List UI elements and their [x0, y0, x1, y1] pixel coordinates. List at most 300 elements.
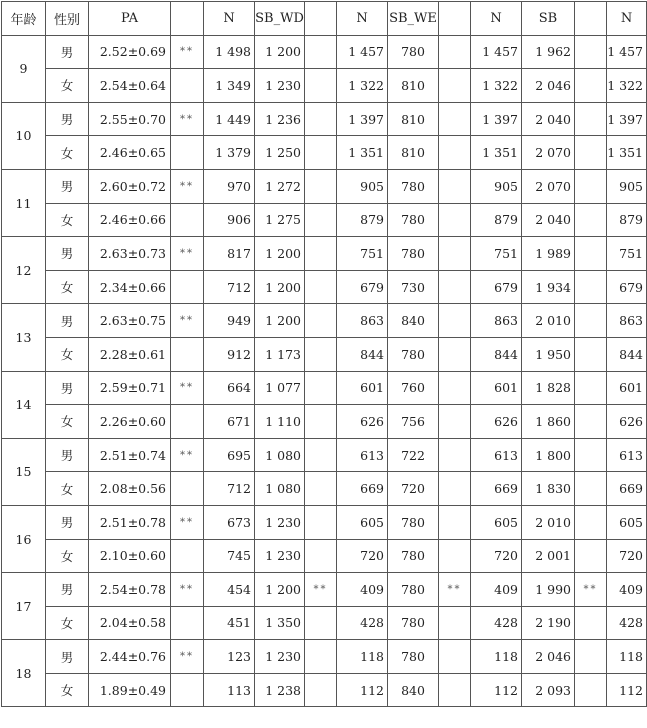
age-cell: 12 [2, 237, 46, 304]
n-2-cell: 679 [337, 270, 388, 304]
pa-cell: 2.59±0.71 [89, 371, 171, 405]
n-2-cell: 428 [337, 606, 388, 640]
n-1-cell: 949 [204, 304, 255, 338]
sig-pa-cell [171, 472, 204, 506]
n-3-cell: 112 [471, 673, 522, 707]
pa-cell: 2.51±0.78 [89, 505, 171, 539]
sex-cell: 女 [46, 337, 89, 371]
sig-wd-cell [305, 606, 337, 640]
n-1-cell: 970 [204, 169, 255, 203]
sb-we-cell: 780 [388, 539, 439, 573]
pa-cell: 2.54±0.64 [89, 69, 171, 103]
sb-we-cell: 780 [388, 237, 439, 271]
n-2-cell: 409 [337, 573, 388, 607]
sig-wd-cell [305, 169, 337, 203]
sig-wd-cell [305, 640, 337, 674]
sig-sb-cell [575, 505, 607, 539]
sb-we-cell: 730 [388, 270, 439, 304]
sb-cell: 1 828 [522, 371, 575, 405]
sig-pa-cell: ** [171, 505, 204, 539]
sb-we-cell: 780 [388, 505, 439, 539]
pa-cell: 2.60±0.72 [89, 169, 171, 203]
sig-wd-cell [305, 69, 337, 103]
sig-sb-cell [575, 304, 607, 338]
sig-we-cell [439, 102, 471, 136]
header-sb-wd: SB_WD [255, 2, 305, 36]
n-1-cell: 664 [204, 371, 255, 405]
sb-wd-cell: 1 230 [255, 505, 305, 539]
sb-we-cell: 780 [388, 573, 439, 607]
sig-sb-cell [575, 203, 607, 237]
sig-wd-cell [305, 438, 337, 472]
sig-wd-cell [305, 270, 337, 304]
table-row [2, 472, 647, 506]
table-row [2, 203, 647, 237]
n-4-cell: 605 [607, 505, 647, 539]
n-4-cell: 720 [607, 539, 647, 573]
sb-wd-cell: 1 200 [255, 304, 305, 338]
n-1-cell: 1 449 [204, 102, 255, 136]
sig-wd-cell [305, 337, 337, 371]
sig-wd-cell [305, 505, 337, 539]
sig-we-cell: ** [439, 573, 471, 607]
table-row [2, 102, 647, 136]
sig-wd-cell [305, 203, 337, 237]
sig-we-cell [439, 270, 471, 304]
sb-we-cell: 840 [388, 304, 439, 338]
sb-cell: 1 830 [522, 472, 575, 506]
n-2-cell: 1 397 [337, 102, 388, 136]
n-1-cell: 712 [204, 472, 255, 506]
n-3-cell: 905 [471, 169, 522, 203]
sig-we-cell [439, 69, 471, 103]
sig-pa-cell: ** [171, 573, 204, 607]
n-2-cell: 1 322 [337, 69, 388, 103]
sb-cell: 1 860 [522, 405, 575, 439]
sb-cell: 2 190 [522, 606, 575, 640]
sig-wd-cell [305, 304, 337, 338]
n-1-cell: 1 498 [204, 35, 255, 69]
sig-sb-cell [575, 270, 607, 304]
n-1-cell: 712 [204, 270, 255, 304]
sig-pa-cell: ** [171, 169, 204, 203]
pa-cell: 2.34±0.66 [89, 270, 171, 304]
age-cell: 15 [2, 438, 46, 505]
sig-we-cell [439, 304, 471, 338]
table-row [2, 405, 647, 439]
header-n-1: N [204, 2, 255, 36]
n-4-cell: 428 [607, 606, 647, 640]
sex-cell: 男 [46, 505, 89, 539]
sig-wd-cell [305, 472, 337, 506]
sig-we-cell [439, 438, 471, 472]
sex-cell: 女 [46, 69, 89, 103]
n-1-cell: 673 [204, 505, 255, 539]
n-3-cell: 605 [471, 505, 522, 539]
sex-cell: 女 [46, 270, 89, 304]
sig-wd-cell: ** [305, 573, 337, 607]
n-4-cell: 118 [607, 640, 647, 674]
sb-we-cell: 810 [388, 69, 439, 103]
n-3-cell: 751 [471, 237, 522, 271]
table-row [2, 505, 647, 539]
table-row [2, 371, 647, 405]
header-age: 年龄 [2, 2, 46, 36]
n-2-cell: 905 [337, 169, 388, 203]
header-pa: PA [89, 2, 171, 36]
n-1-cell: 1 379 [204, 136, 255, 170]
n-3-cell: 720 [471, 539, 522, 573]
n-4-cell: 601 [607, 371, 647, 405]
sb-wd-cell: 1 080 [255, 472, 305, 506]
sb-cell: 2 070 [522, 136, 575, 170]
sig-pa-cell: ** [171, 102, 204, 136]
sig-we-cell [439, 169, 471, 203]
sb-we-cell: 810 [388, 136, 439, 170]
sig-we-cell [439, 673, 471, 707]
n-4-cell: 844 [607, 337, 647, 371]
table-row [2, 539, 647, 573]
sig-wd-cell [305, 136, 337, 170]
sb-wd-cell: 1 230 [255, 640, 305, 674]
sex-cell: 男 [46, 304, 89, 338]
header-sex: 性别 [46, 2, 89, 36]
sb-wd-cell: 1 275 [255, 203, 305, 237]
n-2-cell: 863 [337, 304, 388, 338]
sig-pa-cell [171, 203, 204, 237]
sig-sb-cell [575, 640, 607, 674]
pa-cell: 2.08±0.56 [89, 472, 171, 506]
n-1-cell: 817 [204, 237, 255, 271]
n-3-cell: 118 [471, 640, 522, 674]
sex-cell: 女 [46, 405, 89, 439]
n-2-cell: 605 [337, 505, 388, 539]
sb-we-cell: 720 [388, 472, 439, 506]
sig-sb-cell [575, 35, 607, 69]
header-n-2: N [337, 2, 388, 36]
table-row [2, 35, 647, 69]
n-1-cell: 1 349 [204, 69, 255, 103]
sb-wd-cell: 1 110 [255, 405, 305, 439]
sig-sb-cell: ** [575, 573, 607, 607]
age-cell: 16 [2, 505, 46, 572]
n-3-cell: 669 [471, 472, 522, 506]
header-row [2, 2, 647, 36]
sb-we-cell: 780 [388, 640, 439, 674]
pa-cell: 2.28±0.61 [89, 337, 171, 371]
n-2-cell: 720 [337, 539, 388, 573]
sig-pa-cell: ** [171, 438, 204, 472]
sig-sb-cell [575, 169, 607, 203]
n-3-cell: 1 351 [471, 136, 522, 170]
sex-cell: 男 [46, 438, 89, 472]
n-2-cell: 751 [337, 237, 388, 271]
sig-sb-cell [575, 136, 607, 170]
sig-we-cell [439, 640, 471, 674]
sb-we-cell: 780 [388, 35, 439, 69]
pa-cell: 2.46±0.65 [89, 136, 171, 170]
n-1-cell: 113 [204, 673, 255, 707]
sex-cell: 女 [46, 539, 89, 573]
sig-sb-cell [575, 606, 607, 640]
sig-pa-cell [171, 136, 204, 170]
sig-wd-cell [305, 673, 337, 707]
n-4-cell: 1 397 [607, 102, 647, 136]
sb-wd-cell: 1 200 [255, 270, 305, 304]
sig-wd-cell [305, 237, 337, 271]
sb-cell: 2 040 [522, 203, 575, 237]
sb-wd-cell: 1 230 [255, 539, 305, 573]
pa-cell: 2.46±0.66 [89, 203, 171, 237]
pa-cell: 2.55±0.70 [89, 102, 171, 136]
sb-wd-cell: 1 350 [255, 606, 305, 640]
sb-cell: 2 040 [522, 102, 575, 136]
n-2-cell: 112 [337, 673, 388, 707]
n-1-cell: 671 [204, 405, 255, 439]
n-3-cell: 1 457 [471, 35, 522, 69]
n-1-cell: 695 [204, 438, 255, 472]
sig-sb-cell [575, 69, 607, 103]
table-row [2, 640, 647, 674]
sex-cell: 男 [46, 35, 89, 69]
sb-wd-cell: 1 236 [255, 102, 305, 136]
pa-cell: 2.63±0.73 [89, 237, 171, 271]
sb-cell: 2 046 [522, 69, 575, 103]
sig-we-cell [439, 203, 471, 237]
sb-we-cell: 756 [388, 405, 439, 439]
n-2-cell: 844 [337, 337, 388, 371]
n-4-cell: 626 [607, 405, 647, 439]
age-cell: 17 [2, 573, 46, 640]
sig-we-cell [439, 472, 471, 506]
sb-wd-cell: 1 200 [255, 35, 305, 69]
sb-we-cell: 780 [388, 203, 439, 237]
sig-we-cell [439, 371, 471, 405]
sig-wd-cell [305, 35, 337, 69]
sb-wd-cell: 1 200 [255, 573, 305, 607]
age-cell: 11 [2, 169, 46, 236]
sig-pa-cell: ** [171, 237, 204, 271]
table-row [2, 337, 647, 371]
n-2-cell: 613 [337, 438, 388, 472]
sb-we-cell: 780 [388, 169, 439, 203]
sig-pa-cell [171, 405, 204, 439]
sig-pa-cell: ** [171, 304, 204, 338]
age-cell: 13 [2, 304, 46, 371]
age-cell: 18 [2, 640, 46, 707]
n-2-cell: 601 [337, 371, 388, 405]
sex-cell: 女 [46, 136, 89, 170]
pa-cell: 2.54±0.78 [89, 573, 171, 607]
n-1-cell: 123 [204, 640, 255, 674]
sex-cell: 男 [46, 640, 89, 674]
header-sig-4 [575, 2, 607, 36]
sig-wd-cell [305, 102, 337, 136]
sig-wd-cell [305, 405, 337, 439]
n-2-cell: 669 [337, 472, 388, 506]
sig-pa-cell: ** [171, 371, 204, 405]
pa-cell: 2.10±0.60 [89, 539, 171, 573]
sig-we-cell [439, 505, 471, 539]
pa-cell: 2.51±0.74 [89, 438, 171, 472]
sig-pa-cell [171, 270, 204, 304]
n-4-cell: 669 [607, 472, 647, 506]
sig-pa-cell [171, 337, 204, 371]
header-n-4: N [607, 2, 647, 36]
sb-cell: 2 001 [522, 539, 575, 573]
n-4-cell: 1 457 [607, 35, 647, 69]
n-4-cell: 409 [607, 573, 647, 607]
n-1-cell: 451 [204, 606, 255, 640]
n-1-cell: 745 [204, 539, 255, 573]
sig-sb-cell [575, 673, 607, 707]
sig-pa-cell: ** [171, 35, 204, 69]
sig-we-cell [439, 539, 471, 573]
table-row [2, 69, 647, 103]
sig-sb-cell [575, 472, 607, 506]
data-table [1, 1, 647, 707]
table-row [2, 438, 647, 472]
sig-sb-cell [575, 371, 607, 405]
sex-cell: 男 [46, 573, 89, 607]
sig-we-cell [439, 405, 471, 439]
sig-pa-cell [171, 606, 204, 640]
sb-cell: 1 990 [522, 573, 575, 607]
table-row [2, 237, 647, 271]
sb-we-cell: 722 [388, 438, 439, 472]
n-2-cell: 1 457 [337, 35, 388, 69]
sb-cell: 1 934 [522, 270, 575, 304]
pa-cell: 1.89±0.49 [89, 673, 171, 707]
table-row [2, 169, 647, 203]
sig-pa-cell [171, 673, 204, 707]
sig-pa-cell [171, 539, 204, 573]
n-2-cell: 626 [337, 405, 388, 439]
pa-cell: 2.52±0.69 [89, 35, 171, 69]
sig-sb-cell [575, 438, 607, 472]
sig-sb-cell [575, 337, 607, 371]
n-3-cell: 844 [471, 337, 522, 371]
table-body [2, 35, 647, 707]
sb-cell: 2 010 [522, 505, 575, 539]
n-3-cell: 601 [471, 371, 522, 405]
sb-we-cell: 780 [388, 337, 439, 371]
n-1-cell: 454 [204, 573, 255, 607]
sb-wd-cell: 1 200 [255, 237, 305, 271]
sb-wd-cell: 1 230 [255, 69, 305, 103]
table-row [2, 606, 647, 640]
sex-cell: 女 [46, 472, 89, 506]
n-3-cell: 1 322 [471, 69, 522, 103]
header-sig-3 [439, 2, 471, 36]
n-3-cell: 613 [471, 438, 522, 472]
sig-we-cell [439, 35, 471, 69]
pa-cell: 2.26±0.60 [89, 405, 171, 439]
age-cell: 14 [2, 371, 46, 438]
sig-we-cell [439, 237, 471, 271]
n-3-cell: 679 [471, 270, 522, 304]
sig-pa-cell: ** [171, 640, 204, 674]
n-4-cell: 613 [607, 438, 647, 472]
sig-pa-cell [171, 69, 204, 103]
table-row [2, 673, 647, 707]
n-1-cell: 912 [204, 337, 255, 371]
sex-cell: 男 [46, 169, 89, 203]
n-3-cell: 428 [471, 606, 522, 640]
sig-sb-cell [575, 237, 607, 271]
sig-we-cell [439, 136, 471, 170]
table-row [2, 573, 647, 607]
pa-cell: 2.04±0.58 [89, 606, 171, 640]
sb-cell: 1 950 [522, 337, 575, 371]
age-cell: 9 [2, 35, 46, 102]
age-cell: 10 [2, 102, 46, 169]
sb-wd-cell: 1 250 [255, 136, 305, 170]
n-3-cell: 863 [471, 304, 522, 338]
header-sb-we: SB_WE [388, 2, 439, 36]
pa-cell: 2.63±0.75 [89, 304, 171, 338]
sex-cell: 男 [46, 371, 89, 405]
sex-cell: 女 [46, 673, 89, 707]
table-row [2, 304, 647, 338]
sig-sb-cell [575, 405, 607, 439]
sex-cell: 女 [46, 606, 89, 640]
header-sb: SB [522, 2, 575, 36]
sb-wd-cell: 1 077 [255, 371, 305, 405]
sig-wd-cell [305, 539, 337, 573]
sex-cell: 女 [46, 203, 89, 237]
header-sig-2 [305, 2, 337, 36]
sb-cell: 1 800 [522, 438, 575, 472]
n-2-cell: 118 [337, 640, 388, 674]
sb-we-cell: 840 [388, 673, 439, 707]
n-2-cell: 879 [337, 203, 388, 237]
header-sig-1 [171, 2, 204, 36]
sex-cell: 男 [46, 102, 89, 136]
pa-cell: 2.44±0.76 [89, 640, 171, 674]
sig-wd-cell [305, 371, 337, 405]
sb-cell: 1 989 [522, 237, 575, 271]
sig-we-cell [439, 606, 471, 640]
sig-we-cell [439, 337, 471, 371]
n-4-cell: 1 351 [607, 136, 647, 170]
n-4-cell: 679 [607, 270, 647, 304]
n-4-cell: 863 [607, 304, 647, 338]
sb-we-cell: 760 [388, 371, 439, 405]
sex-cell: 男 [46, 237, 89, 271]
n-3-cell: 879 [471, 203, 522, 237]
n-3-cell: 1 397 [471, 102, 522, 136]
table-row [2, 270, 647, 304]
n-4-cell: 1 322 [607, 69, 647, 103]
sb-wd-cell: 1 272 [255, 169, 305, 203]
n-4-cell: 879 [607, 203, 647, 237]
n-4-cell: 112 [607, 673, 647, 707]
sb-cell: 2 093 [522, 673, 575, 707]
sig-sb-cell [575, 539, 607, 573]
sb-wd-cell: 1 238 [255, 673, 305, 707]
sb-cell: 1 962 [522, 35, 575, 69]
n-1-cell: 906 [204, 203, 255, 237]
sb-cell: 2 010 [522, 304, 575, 338]
sig-sb-cell [575, 102, 607, 136]
sb-wd-cell: 1 080 [255, 438, 305, 472]
sb-cell: 2 070 [522, 169, 575, 203]
n-2-cell: 1 351 [337, 136, 388, 170]
sb-we-cell: 810 [388, 102, 439, 136]
sb-cell: 2 046 [522, 640, 575, 674]
sb-we-cell: 780 [388, 606, 439, 640]
